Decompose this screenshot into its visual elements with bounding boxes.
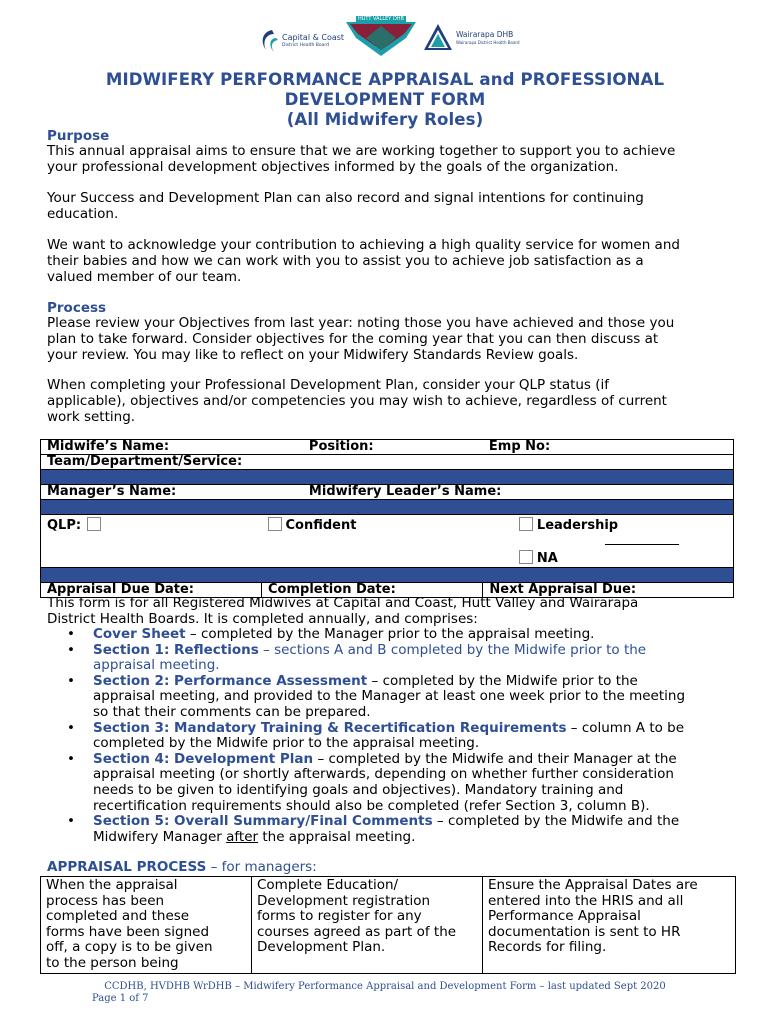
list-item: • Section 3: Mandatory Training & Recertification Requirements – column A to be completed by the Midwife prior to the appraisal meeting. xyxy=(67,719,685,752)
wairarapa-name: Wairarapa DHB xyxy=(456,30,514,39)
form-intro: This form is for all Registered Midwives at Capital and Coast, Hutt Valley and Wairarapa District Health Boards. It is completed annually, and comprises: xyxy=(47,595,639,627)
appraisal-process-table xyxy=(40,876,736,974)
process-step-3: Ensure the Appraisal Dates are entered into the HRIS and all Performance Appraisal documentation is sent to HR Records for filing. xyxy=(483,877,736,974)
qlp-cell: QLP: xyxy=(41,515,262,568)
process-paragraph-2: When completing your Professional Development Plan, consider your QLP status (if applicable), objectives and/or competencies you may wish to achieve, regardless of current work setting. xyxy=(47,377,667,425)
process-step-2: Complete Education/ Development registration forms to register for any courses agreed as part of the Development Plan. xyxy=(252,877,483,974)
table-divider-band xyxy=(41,500,734,515)
hutt-valley-mountain-icon xyxy=(344,16,418,58)
form-title-line-2: DEVELOPMENT FORM xyxy=(284,90,486,109)
capital-coast-swirl-icon xyxy=(258,28,280,54)
emp-no-field[interactable]: Emp No: xyxy=(483,440,734,455)
capital-coast-sub: District Health Board xyxy=(282,43,330,48)
confident-checkbox[interactable] xyxy=(268,517,282,531)
list-item: • Section 4: Development Plan – completed by the Midwife and their Manager at the appraisal meeting (or shortly afterwards, depending on whether further consideration needs to be given to identifying goals and objectives). Mandatory training and recertification requirements should also be completed (refer Section 3, column B). xyxy=(67,750,677,814)
wairarapa-tree-icon xyxy=(422,22,454,54)
page-number: Page 1 of 7 xyxy=(92,993,149,1004)
wairarapa-sub: Wairarapa District Health Board xyxy=(456,40,520,45)
team-field[interactable]: Team/Department/Service: xyxy=(41,455,734,470)
completion-date-field[interactable]: Completion Date: xyxy=(262,583,483,598)
na-checkbox[interactable] xyxy=(519,550,533,564)
wairarapa-logo xyxy=(422,22,528,56)
hutt-valley-name: HUTT VALLEY DHB xyxy=(356,16,406,22)
form-title-line-3: (All Midwifery Roles) xyxy=(286,110,484,129)
purpose-paragraph-3: We want to acknowledge your contribution to achieving a high quality service for women and their babies and how we can work with you to assist you to achieve job satisfaction as a valued member of our team. xyxy=(47,237,680,285)
hutt-valley-logo xyxy=(344,16,418,58)
footer-text: CCDHB, HVDHB WrDHB – Midwifery Performance Appraisal and Development Form – last updated Sept 2020 xyxy=(104,981,666,992)
next-appraisal-field[interactable]: Next Appraisal Due: xyxy=(483,583,734,598)
form-sections-list xyxy=(47,627,727,845)
qlp-checkbox[interactable] xyxy=(87,517,101,531)
appraisal-due-field[interactable]: Appraisal Due Date: xyxy=(41,583,262,598)
leadership-cell: Leadership NA xyxy=(483,515,734,568)
list-item: • Cover Sheet – completed by the Manager prior to the appraisal meeting. xyxy=(67,626,595,642)
list-item: • Section 2: Performance Assessment – completed by the Midwife prior to the appraisal meeting, and provided to the Manager at least one week prior to the meeting so that their comments can be prepared. xyxy=(67,672,686,720)
process-step-1: When the appraisal process has been completed and these forms have been signed off, a copy is to be given to the person being xyxy=(41,877,252,974)
capital-coast-name: Capital & Coast xyxy=(282,33,345,42)
dhb-logos xyxy=(258,16,528,58)
list-item: • Section 5: Overall Summary/Final Comments – completed by the Midwife and the Midwifery Manager after the appraisal meeting. xyxy=(67,813,680,845)
process-heading: Process xyxy=(47,300,107,316)
process-paragraph-1: Please review your Objectives from last year: noting those you have achieved and those you plan to take forward. Consider objectives for the coming year that you can then discuss at your review. You may like to reflect on your Midwifery Standards Review goals. xyxy=(47,315,675,363)
purpose-heading: Purpose xyxy=(47,128,110,144)
leader-name-field[interactable]: Midwifery Leader’s Name: xyxy=(303,485,734,500)
leadership-checkbox[interactable] xyxy=(519,517,533,531)
position-field[interactable]: Position: xyxy=(303,440,483,455)
purpose-paragraph-1: This annual appraisal aims to ensure that we are working together to support you to achieve your professional development objectives informed by the goals of the organization. xyxy=(47,143,676,175)
table-divider-band xyxy=(41,568,734,583)
purpose-paragraph-2: Your Success and Development Plan can also record and signal intentions for continuing education. xyxy=(47,190,644,222)
table-divider-band xyxy=(41,470,734,485)
midwife-info-table xyxy=(40,439,734,598)
appraisal-process-heading: APPRAISAL PROCESS – for managers: xyxy=(47,859,317,875)
form-title-line-1: MIDWIFERY PERFORMANCE APPRAISAL and PROFESSIONAL xyxy=(105,70,665,89)
page-footer xyxy=(0,981,770,1005)
confident-cell: Confident xyxy=(262,515,483,568)
capital-coast-logo xyxy=(258,26,345,56)
leadership-fill-line[interactable] xyxy=(605,544,679,545)
midwife-name-field[interactable]: Midwife’s Name: xyxy=(41,440,303,455)
manager-name-field[interactable]: Manager’s Name: xyxy=(41,485,303,500)
list-item: • Section 1: Reflections – sections A and B completed by the Midwife prior to the appraisal meeting. xyxy=(67,641,647,674)
